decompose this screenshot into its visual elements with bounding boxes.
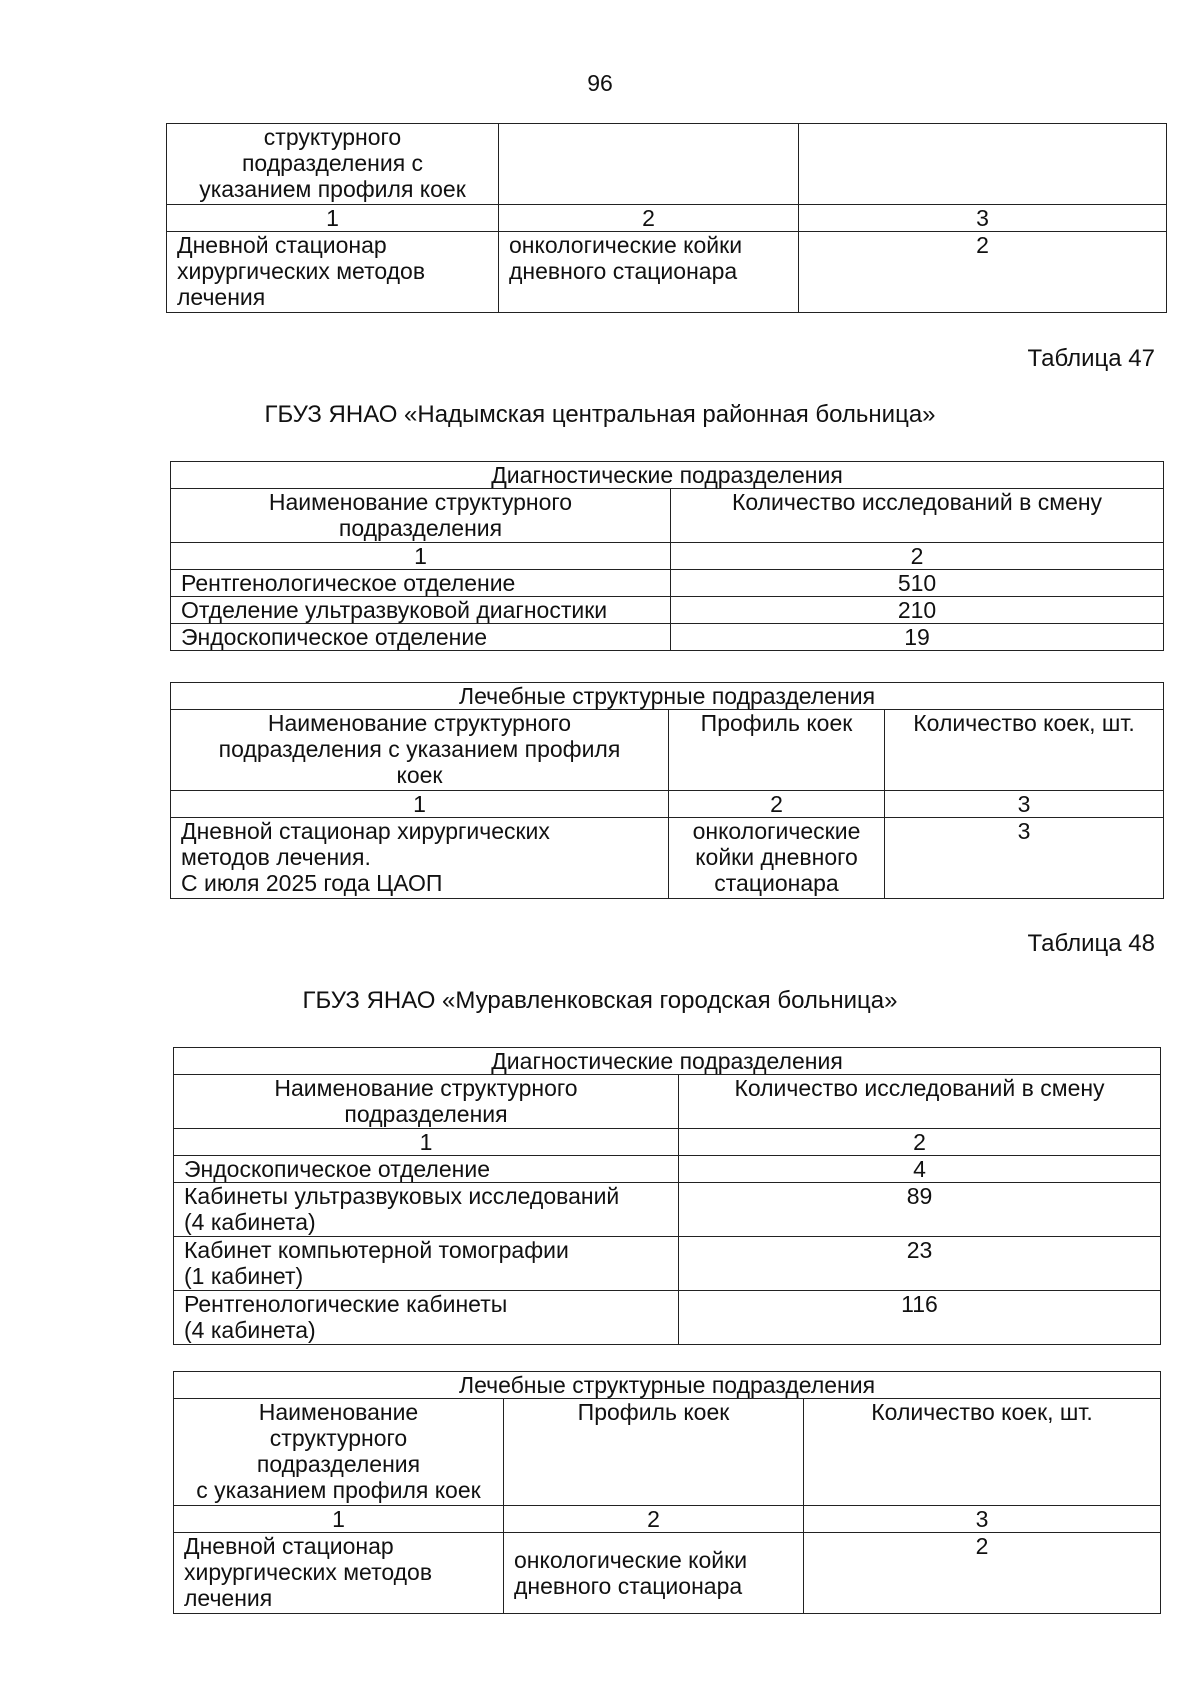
diagnostic-title: Диагностические подразделения	[174, 1048, 1161, 1075]
table-row-name: Рентгенологические кабинеты (4 кабинета)	[174, 1291, 679, 1345]
table-48-diagnostic	[173, 1047, 1161, 1345]
table-47-treatment	[170, 682, 1164, 899]
col-number: 2	[499, 205, 799, 232]
top-treatment-table	[166, 123, 1167, 313]
header-count: Количество коек, шт.	[804, 1399, 1161, 1506]
header-profile: Профиль коек	[669, 710, 885, 791]
table-row-value: 116	[679, 1291, 1161, 1345]
col-number: 3	[885, 791, 1164, 818]
table-row-profile: онкологические койки дневного стационара	[669, 818, 885, 899]
table-row-name: Кабинет компьютерной томографии (1 кабинет)	[174, 1237, 679, 1291]
table-47-diagnostic	[170, 461, 1164, 651]
table-47-org-title: ГБУЗ ЯНАО «Надымская центральная районная больница»	[264, 401, 936, 428]
table-row-name: Кабинеты ультразвуковых исследований (4 кабинета)	[174, 1183, 679, 1237]
table-row-value: 19	[671, 624, 1164, 651]
header-cell-name-cont: структурного подразделения с указанием профиля коек	[167, 124, 499, 205]
header-name: Наименование структурного подразделения	[174, 1075, 679, 1129]
table-47-label: Таблица 47	[1027, 345, 1155, 372]
table-row-value: 4	[679, 1156, 1161, 1183]
col-number: 2	[669, 791, 885, 818]
table-row-count: 2	[804, 1533, 1161, 1614]
table-row-value: 89	[679, 1183, 1161, 1237]
header-name: Наименование структурного подразделения с указанием профиля коек	[171, 710, 669, 791]
table-row-name: Эндоскопическое отделение	[174, 1156, 679, 1183]
treatment-title: Лечебные структурные подразделения	[174, 1372, 1161, 1399]
header-count: Количество исследований в смену	[679, 1075, 1161, 1129]
col-number: 1	[174, 1506, 504, 1533]
col-number: 1	[167, 205, 499, 232]
col-number: 3	[804, 1506, 1161, 1533]
table-48-label: Таблица 48	[1027, 930, 1155, 957]
col-number: 1	[171, 791, 669, 818]
row-name: Дневной стационар хирургических методов лечения	[167, 232, 499, 313]
table-row-name: Дневной стационар хирургических методов лечения. С июля 2025 года ЦАОП	[171, 818, 669, 899]
table-row-value: 510	[671, 570, 1164, 597]
col-number: 1	[174, 1129, 679, 1156]
header-count: Количество исследований в смену	[671, 489, 1164, 543]
table-row-value: 23	[679, 1237, 1161, 1291]
col-number: 2	[504, 1506, 804, 1533]
table-row-name: Рентгенологическое отделение	[171, 570, 671, 597]
header-cell-empty	[499, 124, 799, 205]
diagnostic-title: Диагностические подразделения	[171, 462, 1164, 489]
col-number: 2	[671, 543, 1164, 570]
header-profile: Профиль коек	[504, 1399, 804, 1506]
header-cell-empty	[799, 124, 1167, 205]
header-name: Наименование структурного подразделения с указанием профиля коек	[174, 1399, 504, 1506]
col-number: 3	[799, 205, 1167, 232]
col-number: 2	[679, 1129, 1161, 1156]
row-count: 2	[799, 232, 1167, 313]
table-48-org-title: ГБУЗ ЯНАО «Муравленковская городская больница»	[302, 987, 898, 1014]
table-row-value: 210	[671, 597, 1164, 624]
table-row-count: 3	[885, 818, 1164, 899]
table-row-name: Отделение ультразвуковой диагностики	[171, 597, 671, 624]
col-number: 1	[171, 543, 671, 570]
table-48-treatment	[173, 1371, 1161, 1614]
table-row-name: Эндоскопическое отделение	[171, 624, 671, 651]
table-row-name: Дневной стационар хирургических методов лечения	[174, 1533, 504, 1614]
header-name: Наименование структурного подразделения	[171, 489, 671, 543]
header-count: Количество коек, шт.	[885, 710, 1164, 791]
row-profile: онкологические койки дневного стационара	[499, 232, 799, 313]
table-row-profile: онкологические койки дневного стационара	[504, 1533, 804, 1614]
treatment-title: Лечебные структурные подразделения	[171, 683, 1164, 710]
page-number: 96	[587, 70, 613, 96]
